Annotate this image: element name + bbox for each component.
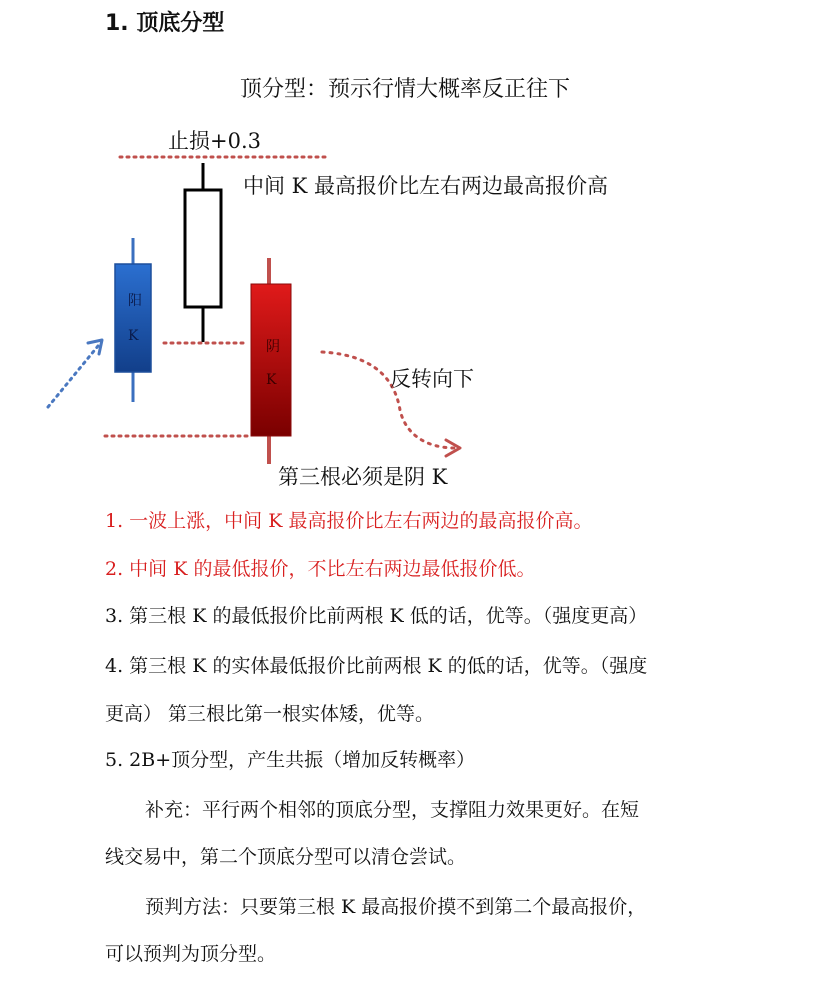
supplement-line-2: 线交易中，第二个顶底分型可以清仓尝试。	[105, 846, 467, 868]
point-4-line-1: 4. 第三根 K 的实体最低报价比前两根 K 的低的话，优等。（强度	[105, 655, 648, 677]
yin-label-k: K	[266, 372, 277, 388]
point-1: 1. 一波上涨，中间 K 最高报价比左右两边的最高报价高。	[105, 510, 593, 532]
diagram-subtitle: 顶分型：预示行情大概率反正往下	[240, 77, 571, 102]
yin-label-char: 阴	[266, 339, 280, 355]
point-3: 3. 第三根 K 的最低报价比前两根 K 低的话，优等。（强度更高）	[105, 605, 648, 627]
section-heading: 1. 顶底分型	[105, 11, 225, 36]
candle-yang	[115, 238, 151, 402]
point-2: 2. 中间 K 的最低报价，不比左右两边最低报价低。	[105, 558, 536, 580]
candle-yin	[251, 258, 291, 464]
point-5: 5. 2B+顶分型，产生共振（增加反转概率）	[105, 749, 476, 771]
stop-loss-label: 止损+0.3	[168, 129, 261, 153]
middle-high-note: 中间 K 最高报价比左右两边最高报价高	[243, 174, 609, 198]
supplement-line-1: 补充：平行两个相邻的顶底分型，支撑阻力效果更好。在短	[145, 799, 640, 821]
prediction-line-2: 可以预判为顶分型。	[105, 943, 277, 965]
uptrend-arrow	[48, 340, 102, 407]
point-4-line-2: 更高） 第三根比第一根实体矮，优等。	[105, 703, 435, 725]
yang-label-k: K	[128, 328, 139, 344]
reverse-note: 反转向下	[390, 367, 474, 391]
yang-label-char: 阳	[128, 293, 142, 309]
top-fractal-diagram	[0, 0, 828, 500]
prediction-line-1: 预判方法：只要第三根 K 最高报价摸不到第二个最高报价，	[145, 896, 647, 918]
third-candle-note: 第三根必须是阴 K	[278, 465, 448, 489]
candle-middle	[185, 163, 221, 342]
